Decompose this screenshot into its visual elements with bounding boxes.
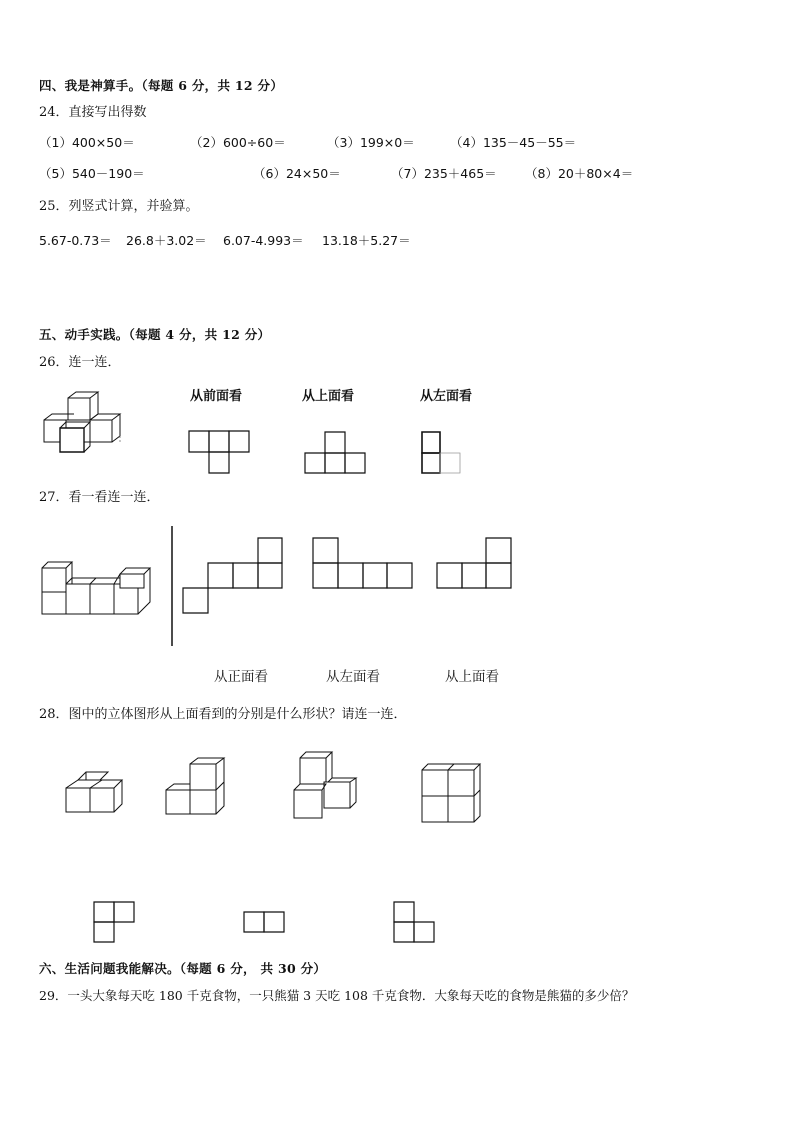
q27-view-left: 从左面看 (326, 669, 380, 685)
q24-item-8: （8）20＋80×4＝ (525, 166, 634, 181)
q26-solid-figure (40, 390, 130, 454)
q24-item-5: （5）540－190＝ (39, 166, 145, 181)
q24-item-3: （3）199×0＝ (327, 135, 415, 150)
question-26-title: 26．连一连． (39, 355, 121, 370)
question-28-title: 28．图中的立体图形从上面看到的分别是什么形状？请连一连． (39, 707, 407, 722)
divider-line (170, 526, 174, 647)
q24-item-2: （2）600÷60＝ (190, 135, 286, 150)
question-24-title: 24．直接写出得数 (39, 105, 147, 120)
q28-solid-2 (164, 756, 228, 816)
section-4-title: 四、我是神算手。（每题 6 分，共 12 分） (39, 78, 284, 93)
question-25-title: 25．列竖式计算，并验算。 (39, 199, 199, 214)
q24-item-1: （1）400×50＝ (39, 135, 135, 150)
section-6-title: 六、生活问题我能解决。（每题 6 分， 共 30 分） (39, 961, 327, 976)
q26-shape-l (420, 431, 464, 475)
q26-view-top: 从上面看 (302, 389, 355, 404)
question-29-text: 29．一头大象每天吃 180 千克食物，一只熊猫 3 天吃 108 千克食物．大象每天吃的食物是熊猫的多少倍？ (39, 988, 635, 1003)
q28-solid-1 (64, 770, 128, 814)
q26-shape-t (188, 430, 252, 475)
q24-item-4: （4）135－45－55＝ (450, 135, 577, 150)
q28-top-view-2 (243, 911, 287, 933)
q24-item-6: （6）24×50＝ (253, 166, 341, 181)
section-5-title: 五、动手实践。（每题 4 分，共 12 分） (39, 327, 271, 342)
q28-top-view-1 (93, 901, 137, 943)
q27-shape-b (312, 537, 415, 589)
question-27-title: 27．看一看连一连． (39, 490, 160, 505)
q28-solid-3 (292, 750, 360, 820)
q28-top-view-3 (393, 901, 437, 943)
q25-item-2: 26.8＋3.02＝ (126, 233, 207, 248)
q27-view-front: 从正面看 (214, 669, 268, 685)
q27-view-top: 从上面看 (445, 669, 499, 685)
q26-view-front: 从前面看 (190, 389, 243, 404)
q27-shape-c (436, 537, 514, 589)
q27-solid-figure (40, 560, 155, 616)
q26-view-left: 从左面看 (420, 389, 473, 404)
q25-item-1: 5.67-0.73＝ (39, 233, 112, 248)
q26-shape-step (304, 431, 368, 475)
q25-item-4: 13.18＋5.27＝ (322, 233, 411, 248)
q28-solid-4 (420, 762, 484, 824)
q25-item-3: 6.07-4.993＝ (223, 233, 304, 248)
q24-item-7: （7）235＋465＝ (391, 166, 497, 181)
q27-shape-a (182, 537, 285, 615)
